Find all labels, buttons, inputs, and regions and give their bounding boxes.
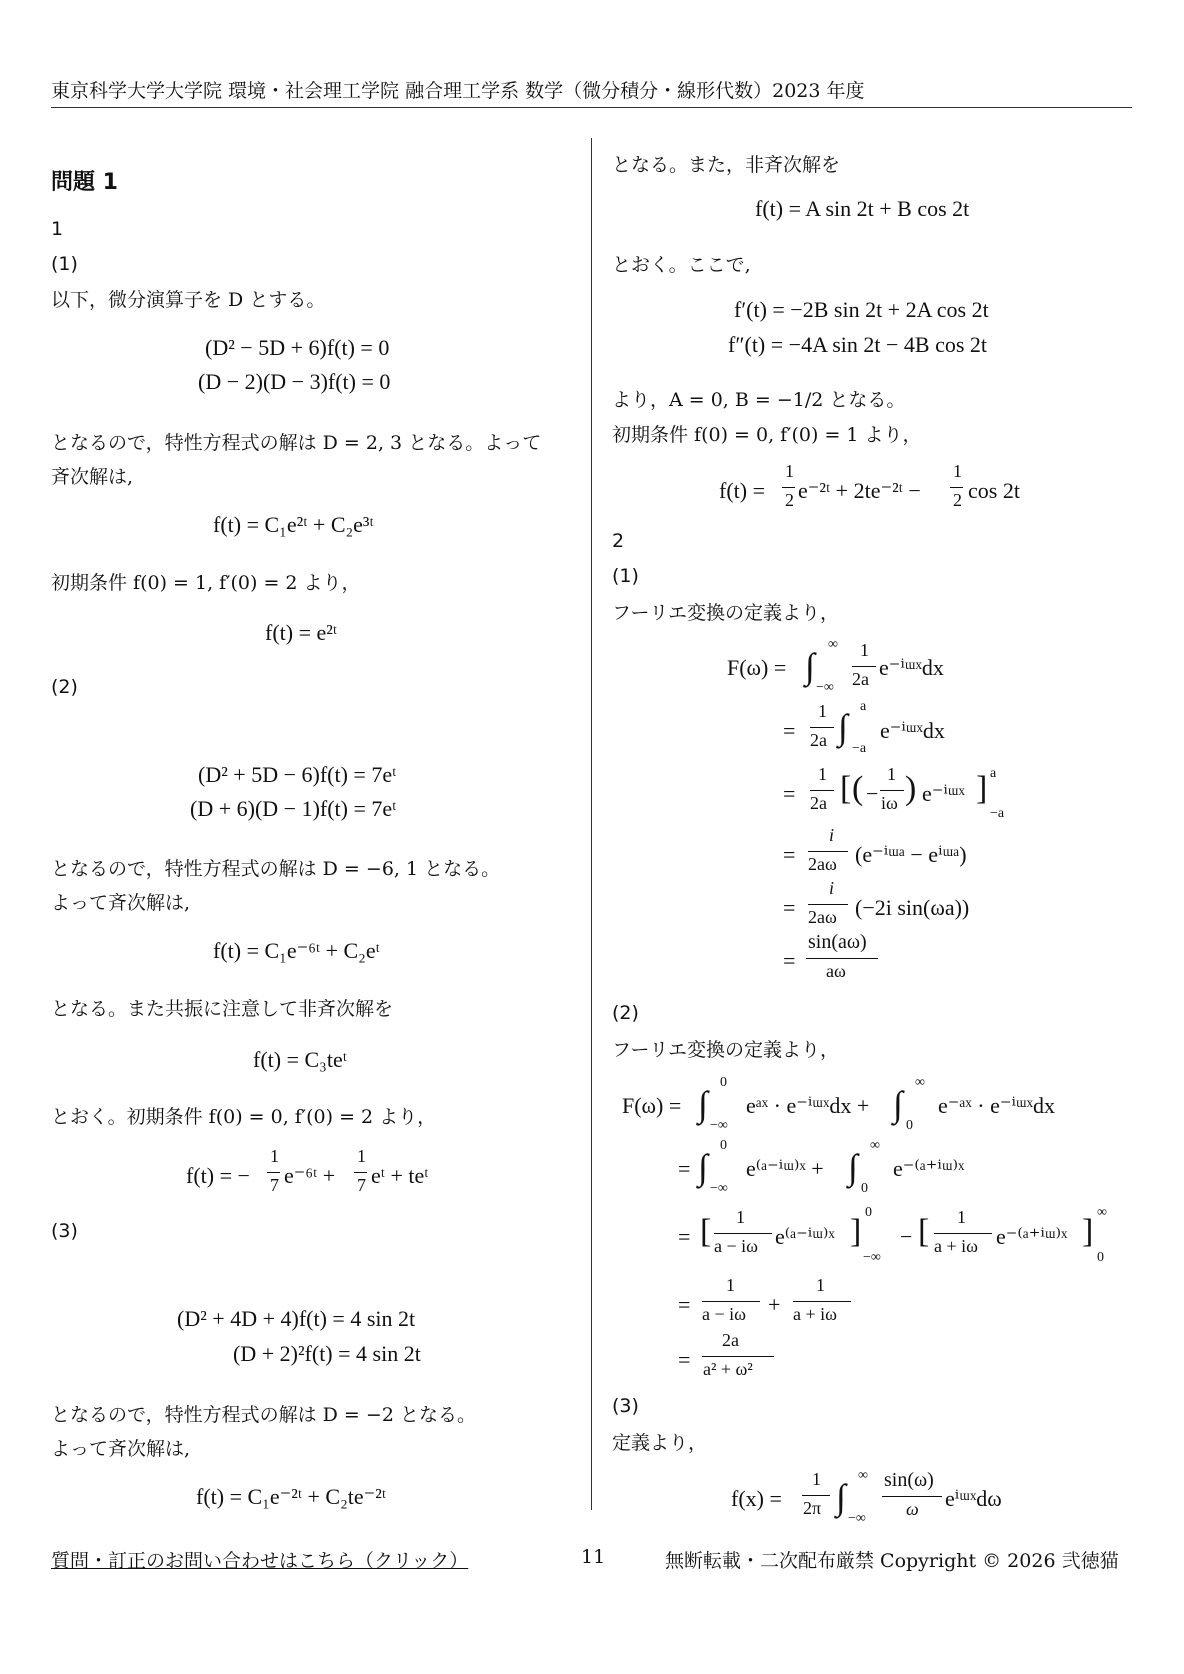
equation: f(t) = e²ᵗ [265, 620, 338, 645]
equation: e⁻ⁱᵚˣ [922, 781, 965, 806]
fraction-bar [880, 790, 904, 791]
bracket-left: [ [918, 1213, 930, 1250]
limit-lower: −a [990, 806, 1005, 821]
fraction-numerator: 1 [818, 701, 827, 721]
equation: e⁻ⁱᵚˣdx [880, 718, 945, 743]
bracket-left: [ [840, 770, 852, 807]
limit-upper: a [990, 766, 997, 781]
equation: e⁻ⁱᵚˣdx [879, 655, 944, 680]
equation: (−2i sin(ωa)) [855, 895, 970, 920]
subpart-label: (3) [612, 1395, 639, 1417]
fraction-denominator: a² + ω² [703, 1359, 753, 1379]
fraction-denominator: 2 [953, 490, 962, 510]
fraction-numerator: i [829, 878, 835, 898]
equation: (D² + 5D − 6)f(t) = 7eᵗ [198, 762, 397, 787]
bracket-left: [ [700, 1213, 712, 1250]
fraction-bar [882, 1496, 942, 1497]
fraction-denominator: aω [826, 961, 846, 981]
integral-sign: ∫ [893, 1084, 903, 1124]
fraction-bar [808, 904, 848, 905]
equals-sign: = [783, 948, 796, 973]
paragraph: 定義より， [612, 1432, 708, 1454]
paragraph: となるので，特性方程式の解は D = 2, 3 となる。よって [51, 432, 542, 454]
fraction-denominator: 2a [852, 669, 869, 689]
fraction-numerator: 1 [957, 1207, 966, 1227]
integral-lower: −∞ [816, 680, 834, 695]
equation: f(x) = [731, 1486, 782, 1511]
subpart-label: (2) [612, 1002, 639, 1024]
integral-sign: ∫ [848, 1147, 858, 1187]
equation: f(t) = A sin 2t + B cos 2t [755, 196, 970, 221]
subpart-label: (3) [51, 1220, 78, 1242]
fraction-denominator: a − iω [702, 1304, 746, 1324]
fraction-bar [808, 851, 848, 852]
integral-sign: ∫ [805, 646, 815, 686]
paragraph: より，A = 0, B = −1/2 となる。 [612, 389, 906, 411]
subpart-label: (1) [51, 253, 78, 275]
fraction-bar [793, 1301, 851, 1302]
equals-sign: = [678, 1292, 691, 1317]
equation: F(ω) = [727, 655, 787, 680]
equation: eⁱᵚˣdω [945, 1486, 1002, 1511]
integral-upper: ∞ [870, 1138, 880, 1153]
fraction-denominator: ω [906, 1499, 919, 1519]
equation: e⁻⁽ᵃ⁺ⁱᵚ⁾ˣ [893, 1156, 965, 1181]
integral-lower: −∞ [710, 1181, 728, 1196]
fraction-numerator: 1 [736, 1207, 745, 1227]
integral-upper: ∞ [915, 1075, 925, 1090]
equation: (D + 6)(D − 1)f(t) = 7eᵗ [190, 796, 397, 821]
equals-sign: = [783, 842, 796, 867]
fraction-denominator: 2a [810, 793, 827, 813]
fraction-numerator: 1 [818, 764, 827, 784]
page-header: 東京科学大学大学院 環境・社会理工学院 融合理工学系 数学（微分積分・線形代数）2023 年度 [51, 80, 865, 102]
equation: (D + 2)²f(t) = 4 sin 2t [233, 1341, 421, 1366]
fraction-bar [702, 1301, 760, 1302]
equation: e⁽ᵃ⁻ⁱᵚ⁾ˣ [775, 1224, 835, 1249]
paragraph: となるので，特性方程式の解は D = −2 となる。 [51, 1404, 476, 1426]
limit-lower: 0 [1097, 1250, 1104, 1265]
fraction-denominator: iω [881, 793, 898, 813]
equation: e⁻ᵃˣ · e⁻ⁱᵚˣdx [938, 1093, 1055, 1118]
part-number: 1 [51, 218, 64, 240]
fraction-bar [714, 1233, 772, 1234]
minus-sign: − [900, 1224, 913, 1249]
column-divider [591, 138, 592, 1510]
paragraph: となる。また，非斉次解を [612, 154, 841, 176]
paragraph: 以下，微分演算子を D とする。 [51, 289, 326, 311]
equation: f(t) = C₁e⁻²ᵗ + C₂te⁻²ᵗ [196, 1484, 387, 1509]
fraction-numerator: 1 [953, 461, 962, 481]
equation: e⁽ᵃ⁻ⁱᵚ⁾ˣ + [746, 1156, 824, 1181]
header-rule [51, 107, 1132, 108]
limit-lower: −∞ [863, 1250, 881, 1265]
paragraph: とおく。初期条件 f(0) = 0, f′(0) = 2 より， [51, 1106, 437, 1128]
paragraph: となるので，特性方程式の解は D = −6, 1 となる。 [51, 858, 501, 880]
integral-sign: ∫ [698, 1084, 708, 1124]
equals-sign: = [678, 1347, 691, 1372]
equation: f(t) = C₁e⁻⁶ᵗ + C₂eᵗ [213, 938, 380, 963]
paragraph: とおく。ここで, [612, 254, 751, 276]
fraction-numerator: 1 [887, 764, 896, 784]
fraction-numerator: 1 [270, 1146, 279, 1166]
equation: f′(t) = −2B sin 2t + 2A cos 2t [734, 297, 989, 322]
fraction-denominator: 7 [357, 1175, 366, 1195]
limit-upper: 0 [865, 1205, 872, 1220]
contact-link[interactable]: 質問・訂正のお問い合わせはこちら（クリック） [51, 1550, 469, 1572]
fraction-bar [702, 1356, 774, 1357]
fraction-numerator: 1 [816, 1275, 825, 1295]
fraction-bar [782, 487, 795, 488]
equation: cos 2t [968, 478, 1020, 503]
fraction-numerator: i [829, 825, 835, 845]
copyright-notice: 無断転載・二次配布厳禁 Copyright © 2026 弐徳猫 [665, 1550, 1119, 1572]
paragraph: 初期条件 f(0) = 0, f′(0) = 1 より， [612, 424, 922, 446]
part-number: 2 [612, 530, 625, 552]
fraction-bar [934, 1233, 992, 1234]
equation: (D² + 4D + 4)f(t) = 4 sin 2t [177, 1306, 416, 1331]
fraction-numerator: sin(ω) [884, 1469, 934, 1491]
integral-sign: ∫ [838, 707, 848, 747]
page-number: 11 [581, 1546, 606, 1568]
integral-sign: ∫ [836, 1477, 846, 1517]
integral-upper: ∞ [828, 637, 838, 652]
fraction-denominator: 2π [803, 1498, 822, 1518]
limit-upper: ∞ [1097, 1205, 1107, 1220]
equation: f″(t) = −4A sin 2t − 4B cos 2t [728, 332, 988, 357]
fraction-numerator: 1 [357, 1146, 366, 1166]
paragraph: フーリエ変換の定義より， [612, 602, 840, 624]
bracket-right: ] [850, 1213, 862, 1250]
equation: f(t) = C₁e²ᵗ + C₂e³ᵗ [213, 512, 374, 537]
integral-lower: −∞ [710, 1118, 728, 1133]
fraction-denominator: a − iω [714, 1236, 758, 1256]
fraction-numerator: sin(aω) [808, 931, 867, 953]
equation: (D² − 5D + 6)f(t) = 0 [205, 335, 390, 360]
fraction-numerator: 1 [860, 640, 869, 660]
fraction-bar [810, 727, 834, 728]
minus-sign: − [866, 781, 879, 806]
paragraph: よって斉次解は, [51, 1438, 191, 1460]
equals-sign: = [783, 895, 796, 920]
paragraph: 初期条件 f(0) = 1, f′(0) = 2 より， [51, 572, 361, 594]
equals-sign: = [783, 781, 796, 806]
equation: e⁻²ᵗ + 2te⁻²ᵗ − [798, 478, 921, 503]
equation: f(t) = [719, 478, 765, 503]
paragraph: フーリエ変換の定義より， [612, 1039, 840, 1061]
equals-sign: = [783, 718, 796, 743]
fraction-bar [802, 1495, 830, 1496]
equation: e⁻⁶ᵗ + [284, 1163, 336, 1188]
subpart-label: (1) [612, 565, 639, 587]
fraction-bar [354, 1172, 367, 1173]
bracket-right: ] [1082, 1213, 1094, 1250]
paragraph: となる。また共振に注意して非斉次解を [51, 998, 394, 1020]
fraction-denominator: 2aω [808, 907, 837, 927]
fraction-denominator: 7 [270, 1175, 279, 1195]
integral-upper: a [860, 699, 867, 714]
equation: eᵗ + teᵗ [371, 1163, 429, 1188]
equals-sign: = [678, 1224, 691, 1249]
fraction-numerator: 2a [722, 1330, 739, 1350]
fraction-denominator: 2a [810, 730, 827, 750]
integral-lower: 0 [906, 1118, 913, 1133]
bracket-right: ] [976, 770, 988, 807]
equation: (D − 2)(D − 3)f(t) = 0 [198, 369, 391, 394]
equation: (e⁻ⁱᵚᵃ − eⁱᵚᵃ) [855, 842, 967, 867]
integral-upper: 0 [720, 1075, 727, 1090]
fraction-numerator: 1 [726, 1275, 735, 1295]
equation: f(t) = C₃teᵗ [253, 1047, 347, 1072]
fraction-denominator: 2aω [808, 854, 837, 874]
fraction-bar [267, 1172, 280, 1173]
equation: f(t) = − [186, 1163, 250, 1188]
fraction-bar [950, 487, 963, 488]
equals-sign: = [678, 1156, 691, 1181]
integral-lower: −∞ [848, 1511, 866, 1526]
fraction-denominator: a + iω [934, 1236, 978, 1256]
subpart-label: (2) [51, 676, 78, 698]
fraction-denominator: 2 [785, 490, 794, 510]
paren-left: ( [852, 770, 864, 807]
plus-sign: + [768, 1292, 781, 1317]
equation: eᵃˣ · e⁻ⁱᵚˣdx + [746, 1093, 870, 1118]
paragraph: 斉次解は, [51, 466, 134, 488]
fraction-bar [810, 790, 834, 791]
fraction-bar [806, 958, 878, 959]
integral-lower: −a [852, 741, 867, 756]
paragraph: よって斉次解は, [51, 892, 191, 914]
integral-upper: ∞ [858, 1468, 868, 1483]
fraction-denominator: a + iω [793, 1304, 837, 1324]
fraction-numerator: 1 [812, 1469, 821, 1489]
equation: e⁻⁽ᵃ⁺ⁱᵚ⁾ˣ [996, 1224, 1068, 1249]
integral-upper: 0 [720, 1138, 727, 1153]
equation: F(ω) = [622, 1093, 682, 1118]
integral-lower: 0 [861, 1181, 868, 1196]
fraction-numerator: 1 [785, 461, 794, 481]
problem-title: 問題 1 [51, 170, 118, 195]
fraction-bar [852, 666, 876, 667]
paren-right: ) [905, 770, 917, 807]
integral-sign: ∫ [698, 1147, 708, 1187]
